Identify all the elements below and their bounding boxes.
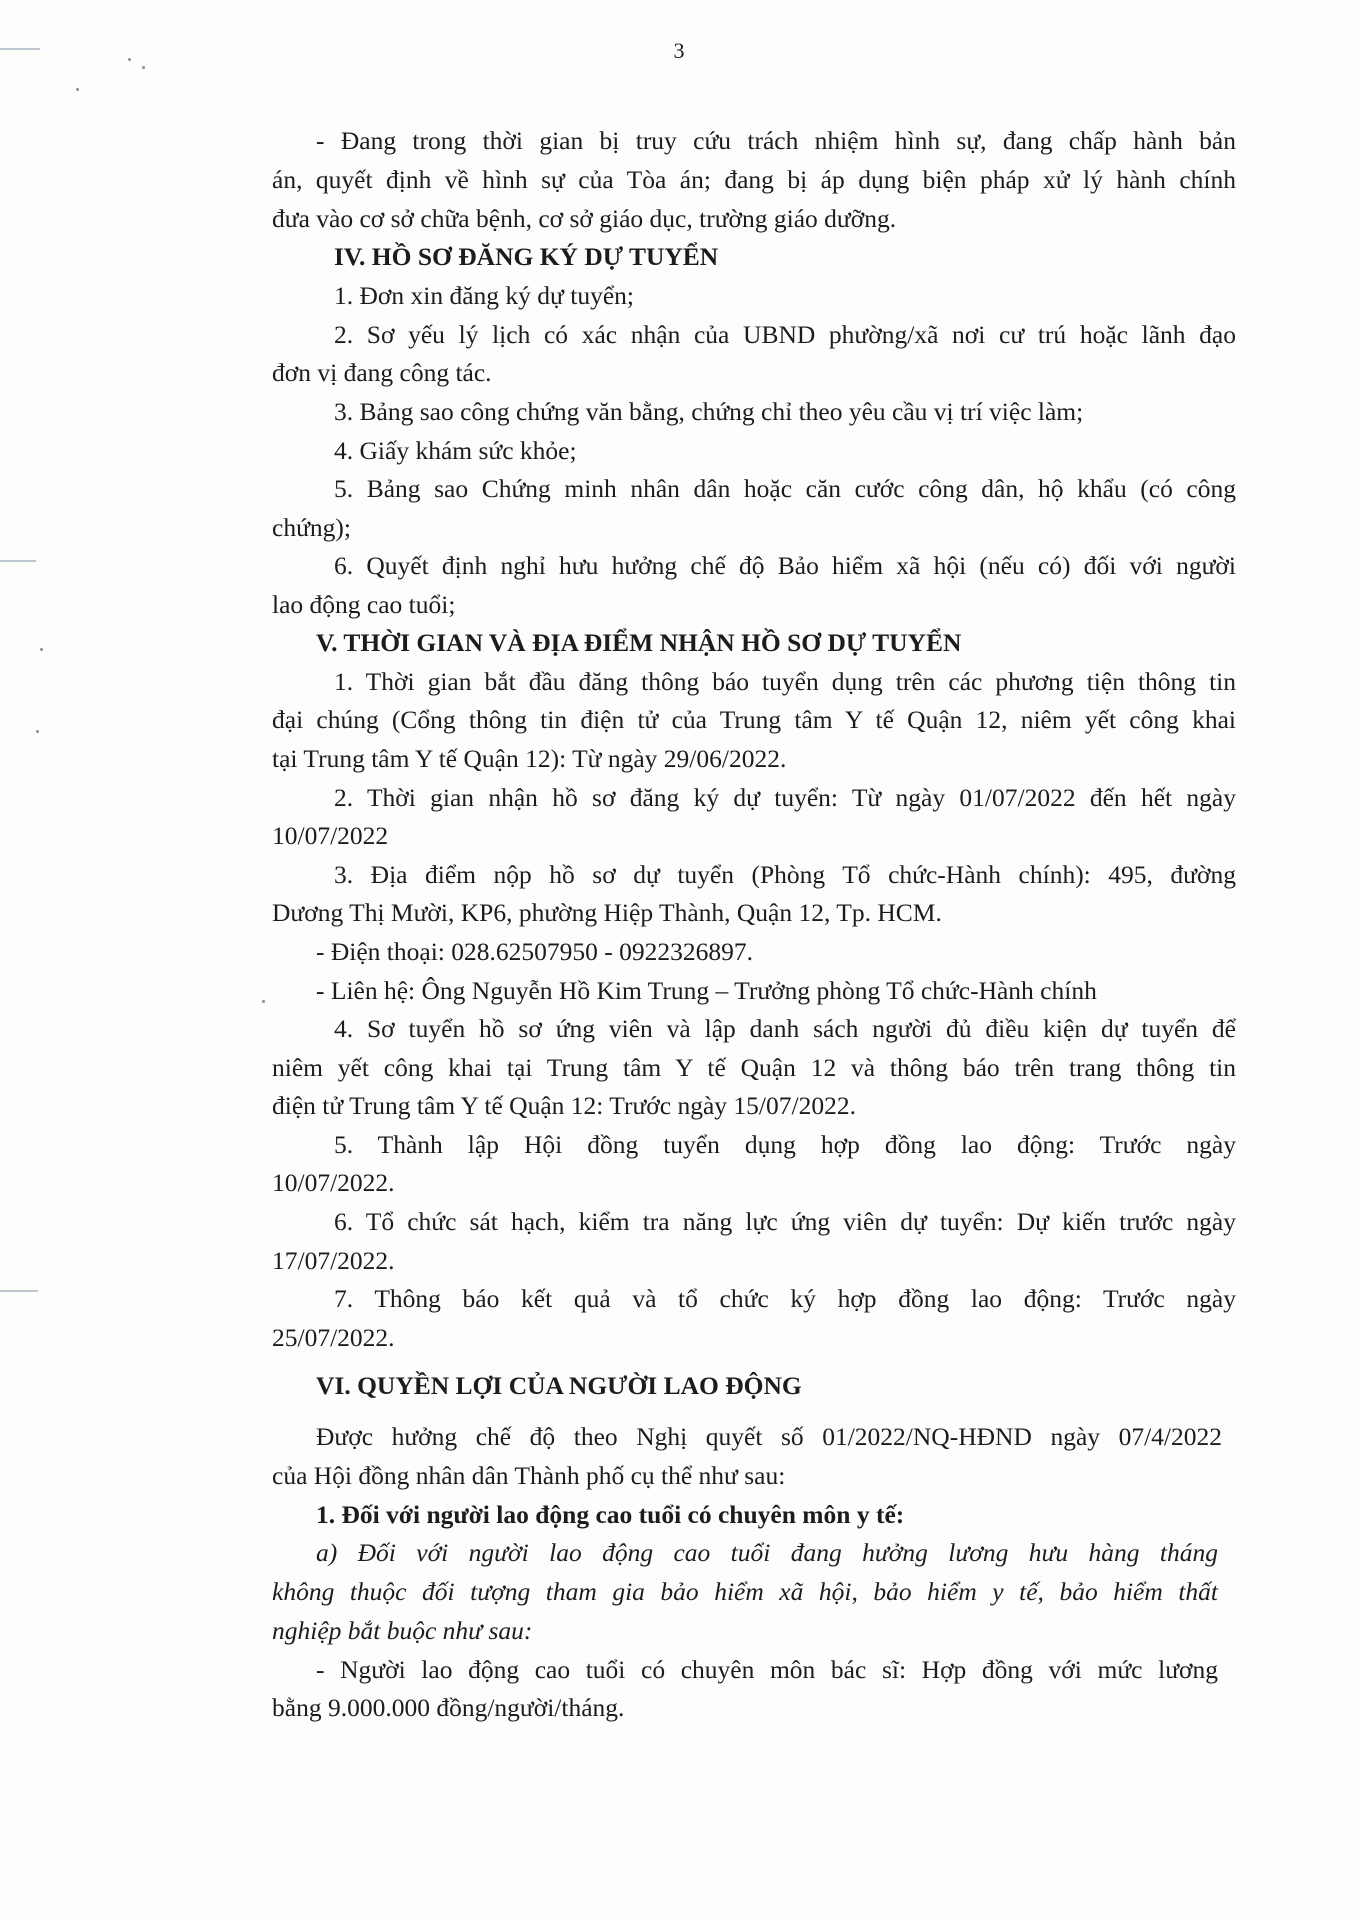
subsection-heading: 1. Đối với người lao động cao tuổi có chuyên môn y tế:: [316, 1500, 905, 1529]
text-line: 17/07/2022.: [272, 1246, 395, 1275]
text-line: Được hưởng chế độ theo Nghị quyết số 01/2022/NQ-HĐND ngày 07/4/2022: [316, 1422, 1222, 1451]
text-line: đại chúng (Cổng thông tin điện tử của Trung tâm Y tế Quận 12, niêm yết công khai: [272, 705, 1236, 734]
text-line: - Đang trong thời gian bị truy cứu trách nhiệm hình sự, đang chấp hành bản: [316, 126, 1236, 155]
scan-margin-mark: [0, 560, 36, 562]
text-line: 3. Bảng sao công chứng văn bằng, chứng chỉ theo yêu cầu vị trí việc làm;: [334, 397, 1084, 426]
text-line: - Người lao động cao tuổi có chuyên môn bác sĩ: Hợp đồng với mức lương: [316, 1655, 1218, 1684]
text-line: không thuộc đối tượng tham gia bảo hiểm xã hội, bảo hiểm y tế, bảo hiểm thất: [272, 1577, 1218, 1606]
section-heading: V. THỜI GIAN VÀ ĐỊA ĐIỂM NHẬN HỒ SƠ DỰ TUYỂN: [316, 628, 962, 657]
text-line: niêm yết công khai tại Trung tâm Y tế Quận 12 và thông báo trên trang thông tin: [272, 1053, 1236, 1082]
scan-speck: [142, 66, 145, 69]
text-line: tại Trung tâm Y tế Quận 12): Từ ngày 29/06/2022.: [272, 744, 787, 773]
text-line: 4. Giấy khám sức khỏe;: [334, 436, 577, 465]
text-line: đưa vào cơ sở chữa bệnh, cơ sở giáo dục, trường giáo dưỡng.: [272, 204, 897, 233]
text-line: 5. Bảng sao Chứng minh nhân dân hoặc căn cước công dân, hộ khẩu (có công: [334, 474, 1236, 503]
text-line: 1. Đơn xin đăng ký dự tuyển;: [334, 281, 634, 310]
scan-speck: [36, 730, 39, 733]
section-heading: VI. QUYỀN LỢI CỦA NGƯỜI LAO ĐỘNG: [316, 1371, 802, 1400]
text-line: 2. Thời gian nhận hồ sơ đăng ký dự tuyển: Từ ngày 01/07/2022 đến hết ngày: [334, 783, 1236, 812]
text-line: - Liên hệ: Ông Nguyễn Hồ Kim Trung – Trưởng phòng Tổ chức-Hành chính: [316, 976, 1097, 1005]
text-line: 5. Thành lập Hội đồng tuyển dụng hợp đồng lao động: Trước ngày: [334, 1130, 1236, 1159]
text-line: 2. Sơ yếu lý lịch có xác nhận của UBND phường/xã nơi cư trú hoặc lãnh đạo: [334, 320, 1236, 349]
section-heading: IV. HỒ SƠ ĐĂNG KÝ DỰ TUYỂN: [334, 242, 719, 271]
text-line: 10/07/2022: [272, 821, 389, 850]
text-line: 6. Quyết định nghỉ hưu hưởng chế độ Bảo hiểm xã hội (nếu có) đối với người: [334, 551, 1236, 580]
text-line: án, quyết định về hình sự của Tòa án; đang bị áp dụng biện pháp xử lý hành chính: [272, 165, 1236, 194]
text-line: 25/07/2022.: [272, 1323, 395, 1352]
scan-speck: [262, 1000, 265, 1003]
text-line: đơn vị đang công tác.: [272, 358, 492, 387]
text-line: Dương Thị Mười, KP6, phường Hiệp Thành, Quận 12, Tp. HCM.: [272, 898, 942, 927]
text-line: lao động cao tuổi;: [272, 590, 456, 619]
text-line: của Hội đồng nhân dân Thành phố cụ thể như sau:: [272, 1461, 786, 1490]
text-line: điện tử Trung tâm Y tế Quận 12: Trước ngày 15/07/2022.: [272, 1091, 856, 1120]
text-line: - Điện thoại: 028.62507950 - 0922326897.: [316, 937, 753, 966]
page-number: 3: [673, 38, 685, 63]
scan-margin-mark: [0, 1290, 38, 1292]
text-line: 10/07/2022.: [272, 1168, 395, 1197]
text-line: 1. Thời gian bắt đầu đăng thông báo tuyển dụng trên các phương tiện thông tin: [334, 667, 1236, 696]
text-line: 6. Tổ chức sát hạch, kiểm tra năng lực ứng viên dự tuyển: Dự kiến trước ngày: [334, 1207, 1236, 1236]
text-line: 7. Thông báo kết quả và tổ chức ký hợp đồng lao động: Trước ngày: [334, 1284, 1236, 1313]
scan-speck: [40, 648, 43, 651]
text-line: chứng);: [272, 513, 351, 542]
text-line: 4. Sơ tuyển hồ sơ ứng viên và lập danh sách người đủ điều kiện dự tuyển để: [334, 1014, 1236, 1043]
scan-speck: [76, 88, 79, 91]
text-line: nghiệp bắt buộc như sau:: [272, 1616, 533, 1645]
text-line: 3. Địa điểm nộp hồ sơ dự tuyển (Phòng Tổ chức-Hành chính): 495, đường: [334, 860, 1236, 889]
text-line: a) Đối với người lao động cao tuổi đang hưởng lương hưu hàng tháng: [316, 1538, 1218, 1567]
text-line: bằng 9.000.000 đồng/người/tháng.: [272, 1693, 625, 1722]
